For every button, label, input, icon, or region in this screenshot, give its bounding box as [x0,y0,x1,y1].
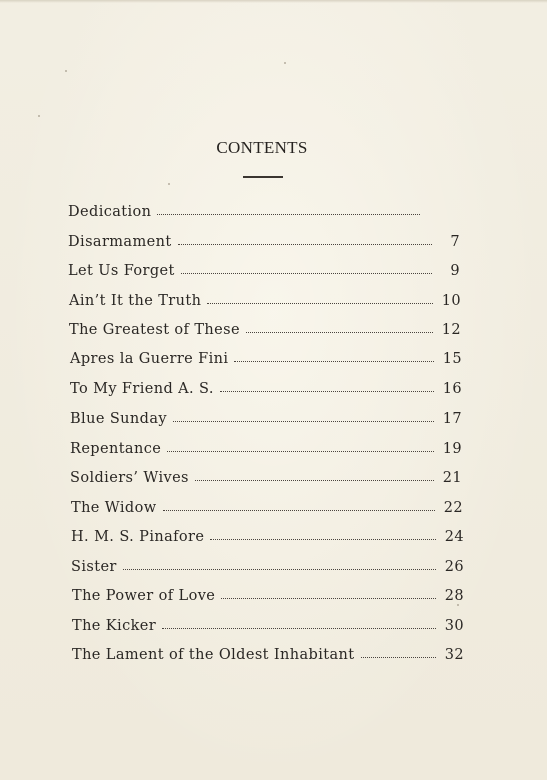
toc-entry-page: 15 [442,351,462,367]
toc-entry-page: 32 [444,647,464,663]
toc-entry-title: Sister [71,559,117,575]
toc-leader-dots [157,214,420,215]
toc-entry-title: The Lament of the Oldest Inhabitant [72,647,355,663]
toc-leader-dots [221,598,436,599]
toc-leader-dots [220,391,434,392]
contents-heading: CONTENTS [216,138,308,157]
toc-leader-dots [234,361,434,362]
toc-entry [68,198,420,220]
toc-leader-dots [173,421,434,422]
toc-entry-title: H. M. S. Pinafore [71,529,205,545]
toc-leader-dots [123,569,436,570]
toc-leader-dots [210,539,436,540]
toc-leader-dots [181,273,432,274]
toc-entry-title: The Kicker [72,618,157,634]
toc-entry-title: Disarmament [68,234,172,250]
toc-entry [71,523,464,545]
toc-entry-title: Repentance [70,441,162,457]
toc-leader-dots [163,510,435,511]
toc-entry-page: 9 [450,263,460,279]
toc-entry-page: 17 [442,411,462,427]
toc-entry-page: 10 [441,293,461,309]
toc-leader-dots [167,451,434,452]
toc-entry-page: 28 [444,588,464,604]
toc-entry-title: The Power of Love [72,588,216,604]
toc-entry [68,257,460,279]
toc-entry [69,316,461,338]
toc-entry [70,435,462,457]
toc-leader-dots [207,303,433,304]
toc-entry-page: 7 [450,234,460,250]
toc-leader-dots [361,657,436,658]
toc-entry-page: 24 [444,529,464,545]
toc-entry [70,345,462,367]
toc-entry-title: Apres la Guerre Fini [70,351,229,367]
toc-entry [71,553,464,575]
toc-entry-title: The Widow [71,500,157,516]
toc-leader-dots [195,480,434,481]
toc-entry-title: Soldiers’ Wives [70,470,189,486]
toc-leader-dots [162,628,436,629]
toc-entry [70,405,462,427]
toc-entry [72,612,464,634]
toc-entry [70,375,462,397]
toc-entry-title: To My Friend A. S. [70,381,214,397]
toc-entry [70,464,462,486]
toc-entry [68,228,460,250]
toc-entry-title: Let Us Forget [68,263,175,279]
toc-entry-title: Ain’t It the Truth [69,293,202,309]
toc-entry-page: 21 [442,470,462,486]
toc-entry-page: 26 [444,559,464,575]
toc-entry-title: Dedication [68,204,152,220]
toc-entry-page: 12 [441,322,461,338]
toc-leader-dots [178,244,432,245]
toc-entry-page: 16 [442,381,462,397]
toc-entry [72,641,464,663]
toc-entry-title: The Greatest of These [69,322,240,338]
toc-entry-page: 30 [444,618,464,634]
toc-leader-dots [246,332,433,333]
toc-entry-page: 22 [443,500,463,516]
toc-entry [71,494,463,516]
toc-entry [72,582,464,604]
toc-entry [69,287,461,309]
toc-entry-page: 19 [442,441,462,457]
toc-entry-title: Blue Sunday [70,411,167,427]
